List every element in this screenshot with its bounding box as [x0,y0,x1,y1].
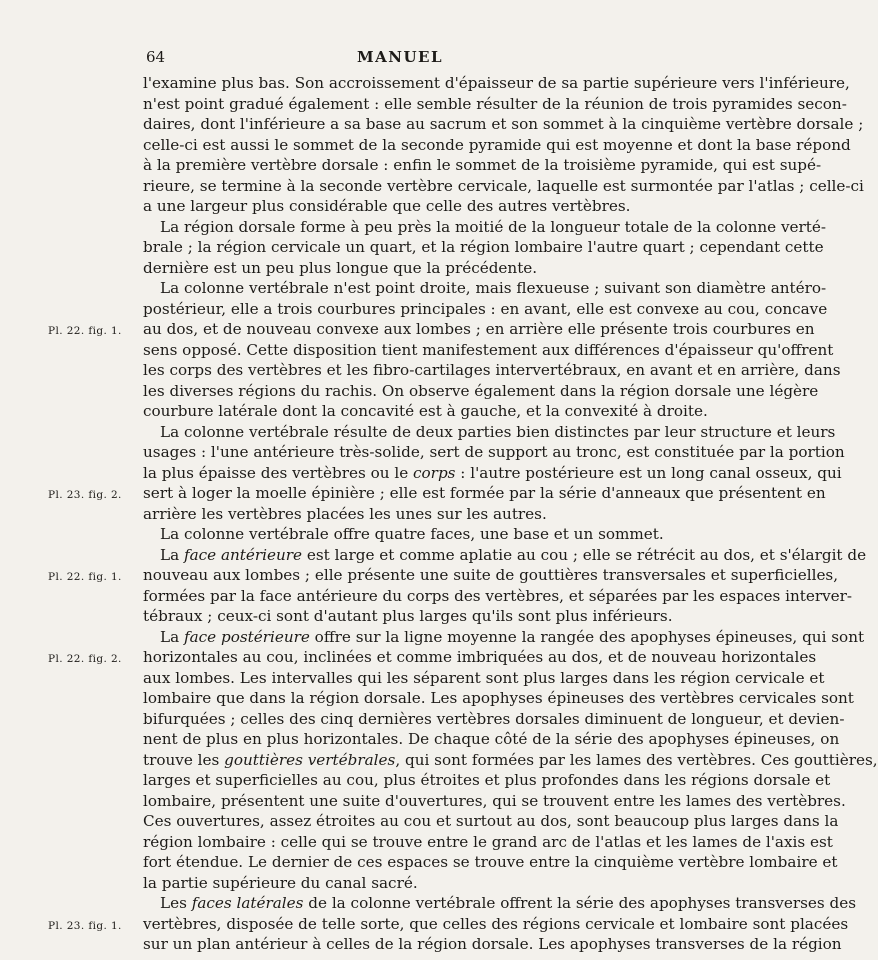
text-line [160,524,777,544]
line-text: larges et superficielles au cou, plus étroites et plus profondes dans les régions dorsale et [143,771,831,789]
line-text: fort étendue. Le dernier de ces espaces se trouve entre la cinquième vertèbre lombaire et [143,853,838,871]
plate-reference: Pl. 22. fig. 1. [48,571,122,583]
line-text: à la première vertèbre dorsale : enfin le sommet de la troisième pyramide, qui est supé- [143,156,822,174]
text-line [143,565,839,585]
text-line [143,483,826,503]
italic-term: face antérieure [183,545,303,564]
line-text: sert à loger la moelle épinière ; elle est formée par la série d'anneaux que présentent en [143,484,826,502]
line-text: aux lombes. Les intervalles qui les séparent sont plus larges dans les région cervicale et [143,668,825,687]
italic-term: corps [413,463,456,482]
line-text: dernière est un peu plus longue que la précédente. [143,258,538,277]
text-line [143,791,846,811]
text-line [143,319,815,339]
line-text: les corps des vertèbres et les fibro-cartilages intervertébraux, en avant et en arrière, dans [143,361,841,379]
text-line [143,504,777,524]
text-line [143,668,825,688]
text-line [143,258,777,278]
plate-reference: Pl. 22. fig. 1. [48,325,122,337]
text-line [143,811,839,831]
text-line [143,852,838,872]
text-line [143,360,841,380]
plate-reference: Pl. 23. fig. 2. [48,489,122,501]
line-text: trouve les [143,750,225,769]
line-text: l'examine plus bas. Son accroissement d'épaisseur de sa partie supérieure vers l'inférieure, [143,74,850,92]
italic-term: faces latérales [191,894,304,912]
line-text: sur un plan antérieur à celles de la région dorsale. Les apophyses transverses de la région [143,935,842,953]
text-line [160,545,867,565]
line-text: arrière les vertèbres placées les unes sur les autres. [143,504,547,523]
line-text: horizontales au cou, inclinées et comme imbriquées au dos, et de nouveau horizontales [143,648,817,666]
line-text: nent de plus en plus horizontales. De chaque côté de la série des apophyses épineuses, on [143,730,840,748]
line-text: usages : l'une antérieure très-solide, sert de support au tronc, est constituée par la portion [143,443,845,461]
text-line [143,442,845,462]
text-line [143,176,864,196]
text-line [160,217,827,237]
line-text: au dos, et de nouveau convexe aux lombes ; en arrière elle présente trois courbures en [143,320,815,338]
line-text: tébraux ; ceux-ci sont d'autant plus larges qu'ils sont plus inférieurs. [143,607,673,625]
text-line [143,914,849,934]
line-text: rieure, se termine à la seconde vertèbre cervicale, laquelle est surmontée par l'atlas ; celle-ci [143,176,864,195]
running-title: MANUEL [356,48,443,66]
line-text: La colonne vertébrale résulte de deux parties bien distinctes par leur structure et leurs [160,422,836,441]
italic-term: face postérieure [183,627,310,646]
line-text: sens opposé. Cette disposition tient manifestement aux différences d'épaisseur qu'offrent [143,340,834,359]
line-text: La région dorsale forme à peu près la moitié de la longueur totale de la colonne verté- [160,217,827,236]
text-line [143,873,777,893]
text-line [143,73,850,93]
text-line [143,647,817,667]
text-line [143,606,777,626]
line-text: région lombaire : celle qui se trouve entre le grand arc de l'atlas et les lames de l'axis est [143,832,833,851]
line-text: : l'autre postérieure est un long canal osseux, qui [455,463,842,482]
line-text: bifurquées ; celles des cinq dernières vertèbres dorsales diminuent de longueur, et devien- [143,709,845,728]
text-line [143,155,822,175]
line-text: La colonne vertébrale offre quatre faces, une base et un sommet. [160,525,664,543]
line-text: courbure latérale dont la concavité est à gauche, et la convexité à droite. [143,402,708,420]
line-text: a une largeur plus considérable que celle des autres vertèbres. [143,197,631,215]
line-text: formées par la face antérieure du corps des vertèbres, et séparées par les espaces interver- [143,586,853,605]
line-text: postérieur, elle a trois courbures principales : en avant, elle est convexe au cou, concave [143,299,828,318]
text-line [143,750,878,770]
page-header [0,48,800,70]
text-line [143,114,864,134]
text-line [143,934,842,954]
line-text: , qui sont formées par les lames des vertèbres. Ces gouttières, [395,750,878,769]
line-text: celle-ci est aussi le sommet de la seconde pyramide qui est moyenne et dont la base répond [143,135,851,154]
italic-term: gouttières vertébrales [224,750,396,769]
text-line [143,463,842,483]
line-text: est large et comme aplatie au cou ; elle se rétrécit au dos, et s'élargit de [302,545,867,564]
text-line [143,729,840,749]
text-line [160,627,865,647]
line-text: lombaire, présentent une suite d'ouvertures, qui se trouvent entre les lames des vertèbres. [143,791,846,810]
line-text: offre sur la ligne moyenne la rangée des apophyses épineuses, qui sont [309,627,865,646]
line-text: Les [160,894,192,912]
text-line [143,688,854,708]
plate-reference: Pl. 23. fig. 1. [48,919,122,932]
line-text: nouveau aux lombes ; elle présente une suite de gouttières transversales et superficielles, [143,566,839,584]
text-line [143,401,777,421]
text-line [143,94,847,114]
text-line [143,709,845,729]
line-text: les diverses régions du rachis. On observe également dans la région dorsale une légère [143,381,819,400]
text-line [143,586,853,606]
line-text: n'est point gradué également : elle semble résulter de la réunion de trois pyramides secon- [143,94,847,113]
text-line [143,340,834,360]
text-line [143,770,831,790]
text-line [143,196,777,216]
line-text: lombaire que dans la région dorsale. Les apophyses épineuses des vertèbres cervicales sont [143,689,854,707]
line-text: La [160,545,184,564]
text-line [160,422,836,442]
page-number: 64 [146,48,166,66]
line-text: La colonne vertébrale n'est point droite, mais flexueuse ; suivant son diamètre antéro- [160,279,827,297]
text-line [160,278,827,298]
text-line [143,832,833,852]
text-line [143,299,828,319]
line-text: vertèbres, disposée de telle sorte, que celles des régions cervicale et lombaire sont placées [143,914,849,933]
plate-reference: Pl. 22. fig. 2. [48,653,122,665]
text-line [143,381,819,401]
line-text: La [160,627,184,646]
line-text: la partie supérieure du canal sacré. [143,873,418,892]
text-line [143,237,824,257]
line-text: daires, dont l'inférieure a sa base au sacrum et son sommet à la cinquième vertèbre dorsale ; [143,115,864,133]
line-text: brale ; la région cervicale un quart, et la région lombaire l'autre quart ; cependant cette [143,238,824,256]
text-line [160,893,857,913]
line-text: de la colonne vertébrale offrent la série des apophyses transverses des [303,894,857,912]
text-line [143,135,851,155]
line-text: la plus épaisse des vertèbres ou le [143,463,414,482]
line-text: Ces ouvertures, assez étroites au cou et surtout au dos, sont beaucoup plus larges dans la [143,812,839,830]
